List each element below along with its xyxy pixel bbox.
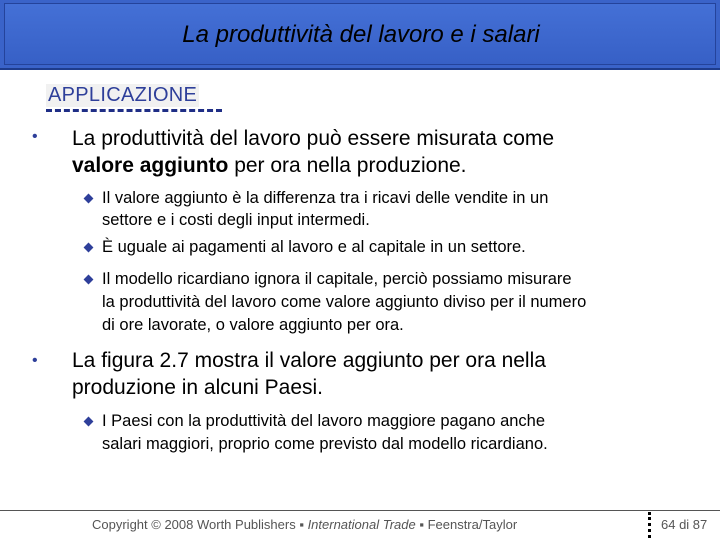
sub4-line2: salari maggiori, proprio come previsto dal modello ricardiano. [102,435,548,453]
bullet1-line1: La produttività del lavoro può essere misurata come [72,127,555,150]
footer-rule [0,510,720,511]
slide-title: La produttività del lavoro e i salari [182,21,540,48]
bullet1-line2-rest: per ora nella produzione. [228,154,467,177]
section-label: APPLICAZIONE [48,84,198,106]
footer-book-title: International Trade [307,517,416,532]
title-bar [0,0,720,70]
diamond-bullet-icon [84,194,94,204]
sub1-line2: settore e i costi degli input intermedi. [102,211,370,229]
page-number: 64 di 87 [661,517,708,532]
sub3-line3: di ore lavorate, o valore aggiunto per ora. [102,316,404,334]
bullet-dot: • [32,128,38,145]
footer-copyright-text: Copyright © 2008 Worth Publishers ▪ [92,517,308,532]
sub2: È uguale ai pagamenti al lavoro e al capitale in un settore. [102,238,526,256]
diamond-bullet-icon [84,417,94,427]
footer-separator [648,512,651,538]
sub3-line2: la produttività del lavoro come valore aggiunto diviso per il numero [102,293,587,311]
footer-authors: ▪ Feenstra/Taylor [415,517,518,532]
sub3-line1: Il modello ricardiano ignora il capitale, perciò possiamo misurare [102,270,572,288]
diamond-bullet-icon [84,275,94,285]
sub1-line1: Il valore aggiunto è la differenza tra i ricavi delle vendite in un [102,189,549,207]
sub4-line1: I Paesi con la produttività del lavoro maggiore pagano anche [102,412,546,430]
bullet2-line1: La figura 2.7 mostra il valore aggiunto per ora nella [72,349,546,372]
diamond-bullet-icon [84,243,94,253]
bullet1-bold-term: valore aggiunto [72,154,229,177]
bullet-dot: • [32,352,38,369]
section-underline [46,109,222,112]
bullet1-line2 [72,153,692,179]
footer-copyright [92,517,517,532]
title-box [4,3,716,65]
bullet2-line2: produzione in alcuni Paesi. [72,376,323,399]
